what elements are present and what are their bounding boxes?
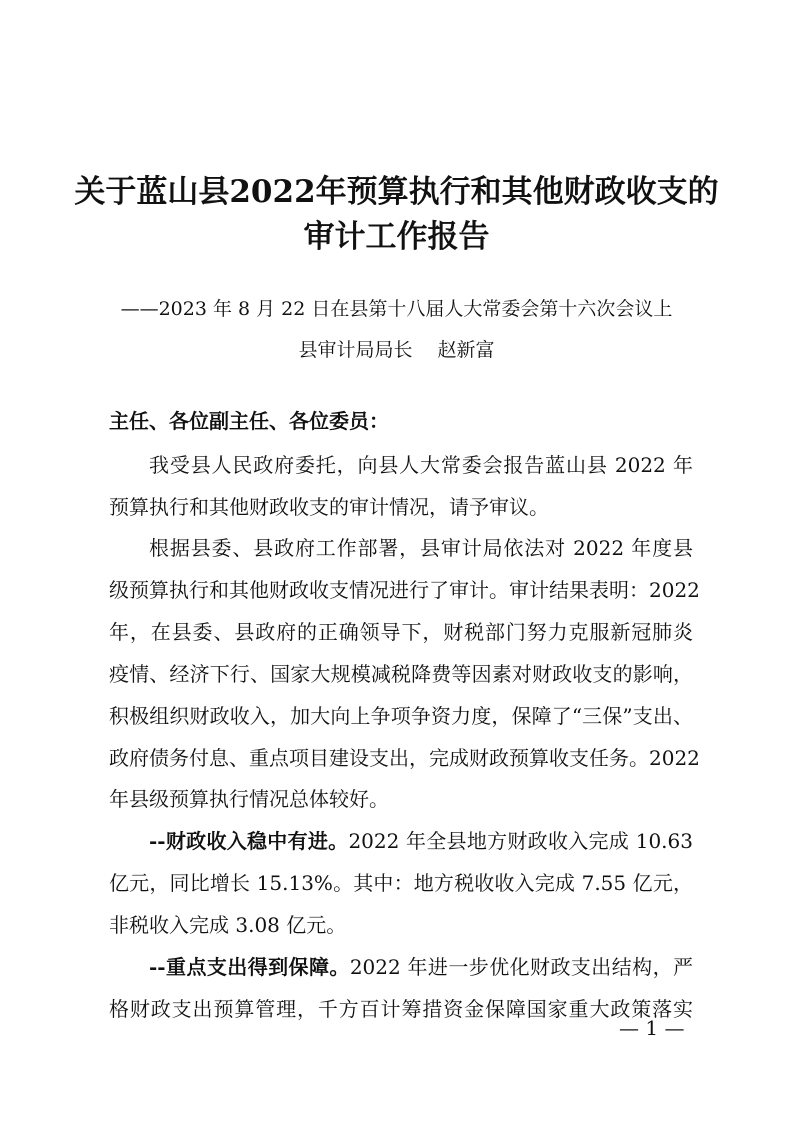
paragraph-2-line-2: 级预算执行和其他财政收支情况进行了审计。审计结果表明：2022: [109, 578, 700, 602]
paragraph-3-text: 2022 年全县地方财政收入完成 10.63: [348, 829, 693, 853]
paragraph-1-line-2: 预算执行和其他财政收支的审计情况，请予审议。: [109, 495, 549, 519]
document-title-line-2: 审计工作报告: [303, 219, 490, 255]
salutation: 主任、各位副主任、各位委员：: [109, 409, 389, 433]
page-number: — 1 —: [619, 1016, 685, 1040]
paragraph-3-line-3: 非税收入完成 3.08 亿元。: [109, 913, 347, 937]
paragraph-2-line-1: 根据县委、县政府工作部署，县审计局依法对 2022 年度县: [149, 536, 693, 560]
paragraph-2-line-4: 疫情、经济下行、国家大规模减税降费等因素对财政收支的影响，: [109, 662, 693, 686]
paragraph-4-heading: --重点支出得到保障。: [149, 955, 350, 979]
paragraph-3-heading: --财政收入稳中有进。: [149, 829, 349, 853]
document-subtitle-author: 县审计局局长 赵新富: [298, 339, 495, 361]
paragraph-2-line-3: 年，在县委、县政府的正确领导下，财税部门努力克服新冠肺炎: [109, 620, 693, 644]
paragraph-1-line-1: 我受县人民政府委托，向县人大常委会报告蓝山县 2022 年: [149, 453, 693, 477]
document-subtitle-date-meeting: ——2023 年 8 月 22 日在县第十八届人大常委会第十六次会议上: [120, 298, 673, 320]
paragraph-4-text: 2022 年进一步优化财政支出结构，严: [349, 955, 693, 979]
document-title-line-1: 关于蓝山县2022年预算执行和其他财政收支的: [74, 174, 719, 210]
paragraph-2-line-5: 积极组织财政收入，加大向上争项争资力度，保障了“三保”支出、: [109, 704, 693, 728]
paragraph-2-line-7: 年县级预算执行情况总体较好。: [109, 787, 389, 811]
paragraph-3-line-1: [149, 827, 693, 855]
paragraph-3-line-2: 亿元，同比增长 15.13%。其中：地方税收收入完成 7.55 亿元，: [109, 871, 693, 895]
paragraph-2-line-6: 政府债务付息、重点项目建设支出，完成财政预算收支任务。2022: [109, 746, 700, 770]
paragraph-4-line-1: [149, 953, 693, 981]
paragraph-4-line-2: 格财政支出预算管理，千方百计筹措资金保障国家重大政策落实: [109, 997, 693, 1021]
